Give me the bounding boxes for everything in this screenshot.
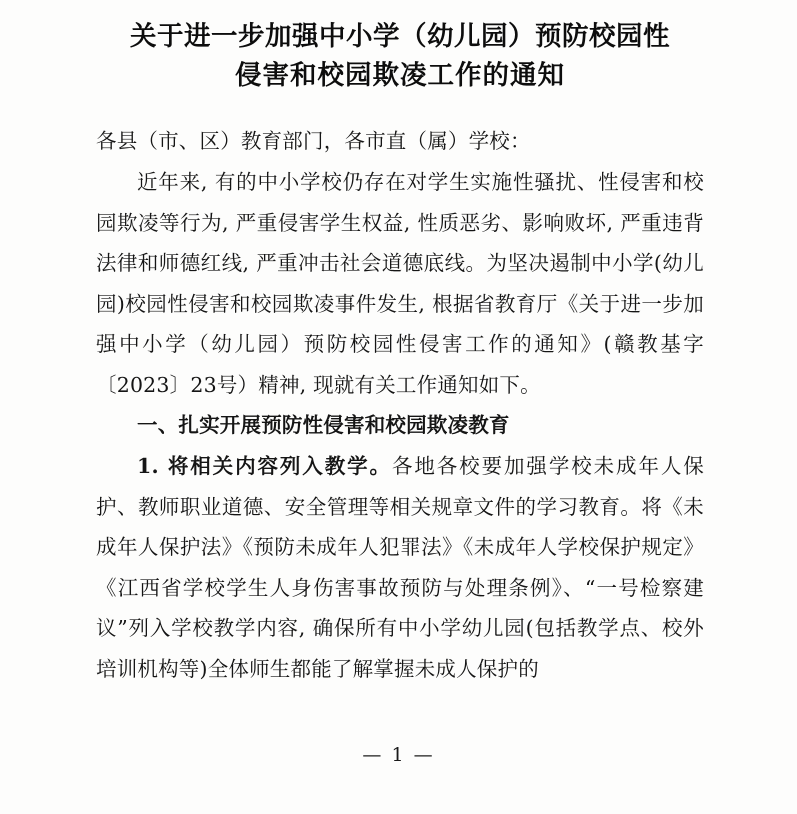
body-paragraph-1: 近年来, 有的中小学校仍存在对学生实施性骚扰、性侵害和校园欺凌等行为, 严重侵害学生权益, 性质恶劣、影响败坏, 严重违背法律和师德红线, 严重冲击社会道德底线。为坚决遏制中小学(幼儿园)校园性侵害和校园欺凌事件发生, 根据省教育厅《关于进一步加强中小学（幼儿园）预防校园性侵害工作的通知》(赣教基字〔2023〕23号）精神, 现就有关工作通知如下。 bbox=[96, 169, 704, 397]
body-paragraph-2 bbox=[96, 446, 704, 689]
page-title-line-1: 关于进一步加强中小学（幼儿园）预防校园性 bbox=[130, 21, 670, 52]
section-heading-1: 一、扎实开展预防性侵害和校园欺凌教育 bbox=[137, 413, 510, 438]
item-1-label: 1. 将相关内容列入教学。 bbox=[137, 454, 392, 478]
salutation: 各县（市、区）教育部门，各市直（属）学校： bbox=[96, 129, 531, 154]
page-number bbox=[0, 744, 797, 766]
page-title-line-2: 侵害和校园欺凌工作的通知 bbox=[235, 59, 565, 91]
page-number-value: — 1 — bbox=[362, 744, 435, 766]
document-body bbox=[96, 18, 704, 689]
page-title bbox=[96, 18, 704, 95]
item-1-text: 各地各校要加强学校未成年人保护、教师职业道德、安全管理等相关规章文件的学习教育。将《未成年人保护法》《预防未成年人犯罪法》《未成年人学校保护规定》《江西省学校学生人身伤害事故预防与处理条例》、“一号检察建议”列入学校教学内容, 确保所有中小学幼儿园(包括教学点、校外培训机构等)全体师生都能了解掌握未成人保护的 bbox=[96, 454, 704, 681]
